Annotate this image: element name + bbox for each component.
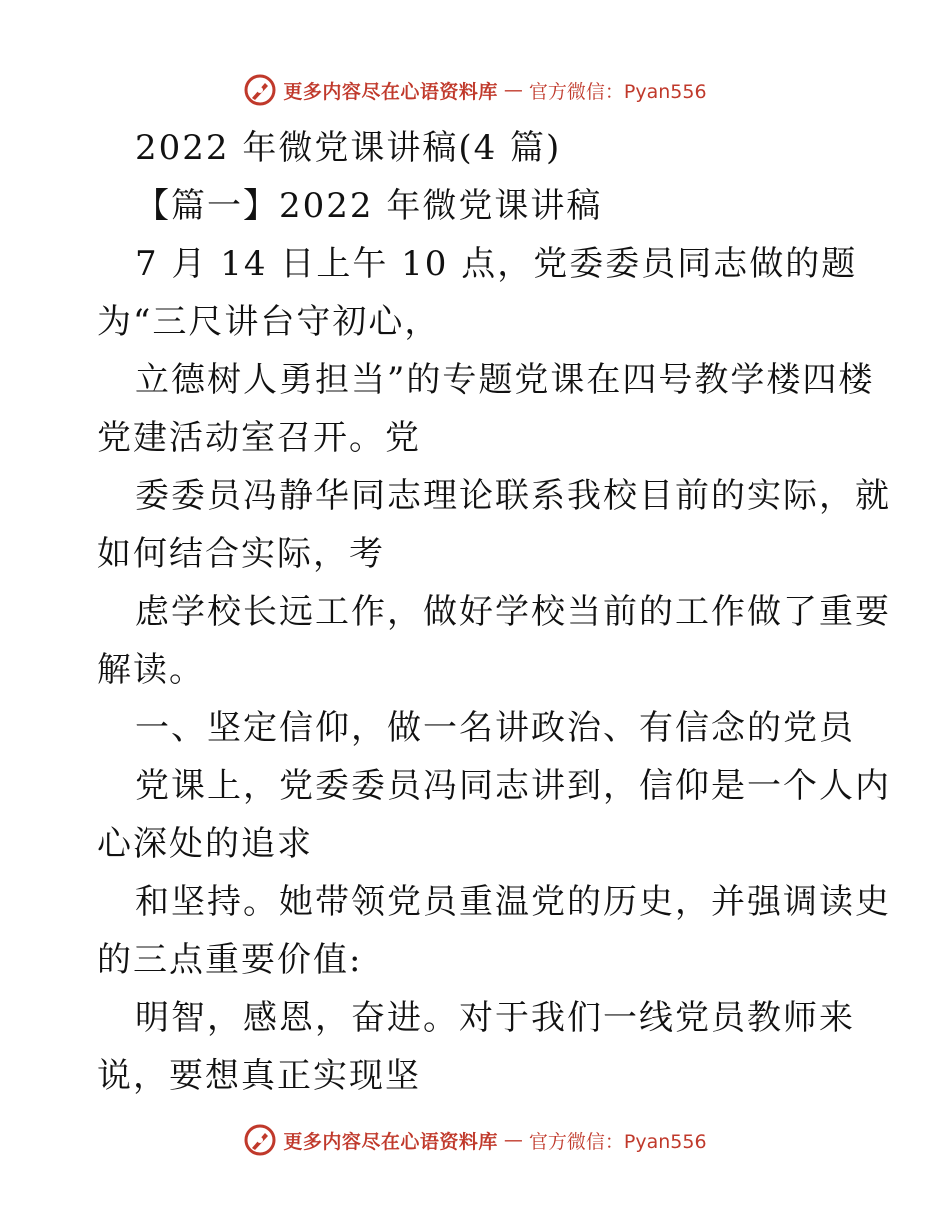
body-line: 和坚持。她带领党员重温党的历史，并强调读史 [135, 882, 891, 922]
body-line: 党建活动室召开。党 [97, 418, 421, 458]
banner-dash: — [503, 1129, 523, 1151]
body-line: 明智，感恩，奋进。对于我们一线党员教师来 [135, 998, 855, 1038]
section-heading: 【篇一】2022 年微党课讲稿 [135, 186, 603, 226]
body-line: 如何结合实际，考 [97, 534, 385, 574]
footer-banner [0, 1120, 950, 1160]
document-title: 2022 年微党课讲稿(4 篇) [135, 128, 562, 168]
pen-logo-icon [243, 1123, 277, 1157]
banner-dash: — [503, 79, 523, 101]
body-line: 立德树人勇担当”的专题党课在四号教学楼四楼 [135, 360, 875, 400]
body-line: 心深处的追求 [97, 824, 313, 864]
body-line: 7 月 14 日上午 10 点，党委委员同志做的题 [135, 244, 858, 284]
subheading-line: 一、坚定信仰，做一名讲政治、有信念的党员 [135, 708, 855, 748]
header-banner [0, 70, 950, 110]
body-line: 的三点重要价值: [97, 940, 363, 980]
banner-wechat: 官方微信：Pyan556 [528, 1130, 707, 1153]
body-line: 虑学校长远工作，做好学校当前的工作做了重要 [135, 592, 891, 632]
body-line: 为“三尺讲台守初心， [97, 302, 441, 342]
banner-site-name: 更多内容尽在心语资料库 [283, 1130, 498, 1153]
body-line: 解读。 [97, 650, 205, 690]
body-line: 委委员冯静华同志理论联系我校目前的实际，就 [135, 476, 891, 516]
banner-site-name: 更多内容尽在心语资料库 [283, 80, 498, 103]
body-line: 说，要想真正实现坚 [97, 1056, 421, 1096]
banner-wechat: 官方微信：Pyan556 [528, 80, 707, 103]
body-line: 党课上，党委委员冯同志讲到，信仰是一个人内 [135, 766, 891, 806]
pen-logo-icon [243, 73, 277, 107]
